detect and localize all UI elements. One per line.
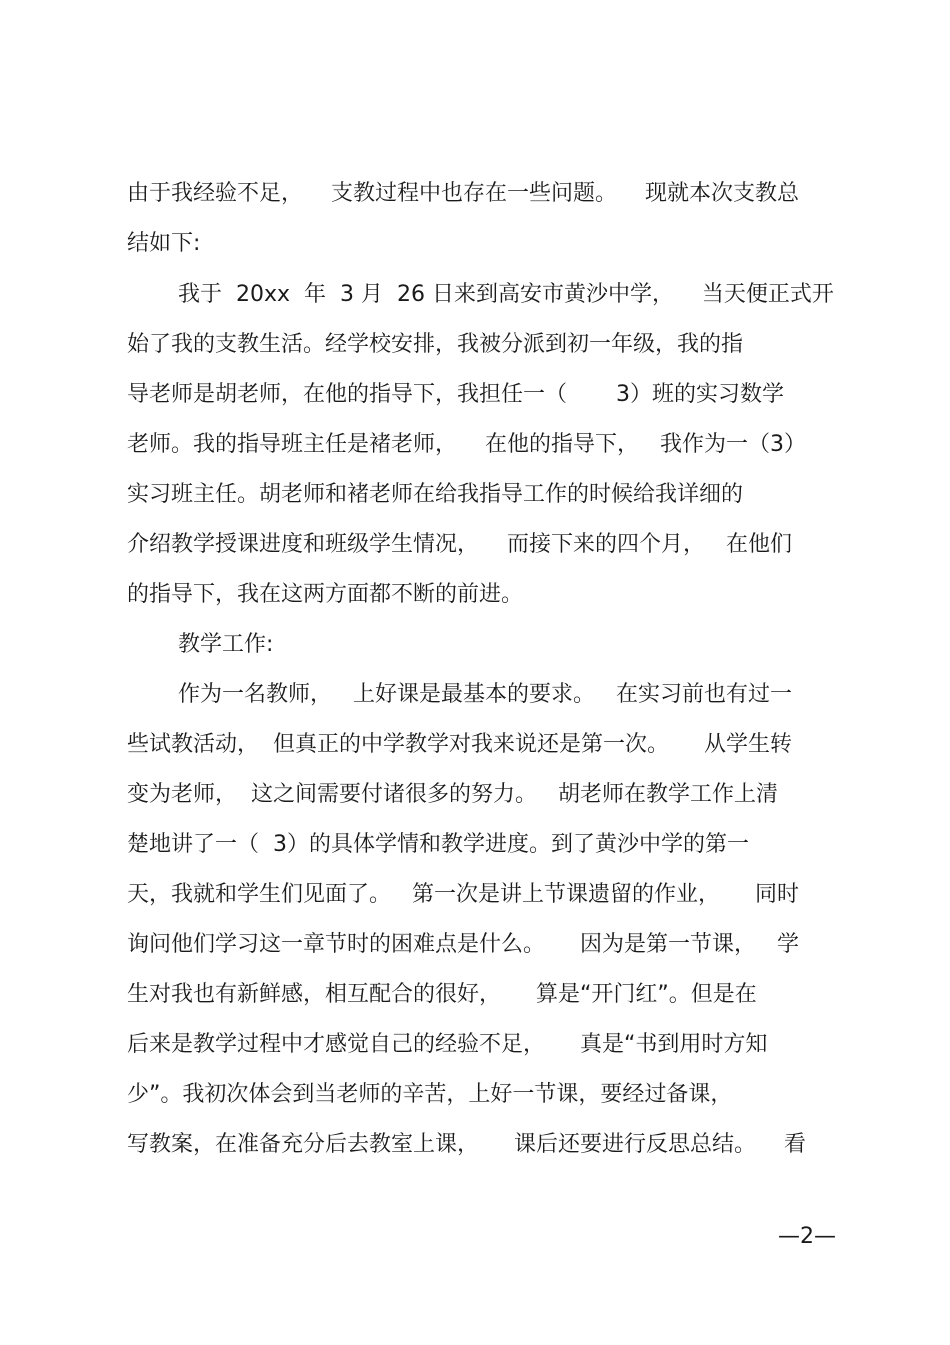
text-line: 由于我经验不足， 支教过程中也存在一些问题。 现就本次支教总 [127,181,799,206]
text-line: 楚地讲了一（ 3）的具体学情和教学进度。到了黄沙中学的第一 [127,832,749,857]
text-line: 少”。我初次体会到当老师的辛苦，上好一节课，要经过备课， [127,1082,733,1107]
text-line: 写教案，在准备充分后去教室上课， 课后还要进行反思总结。 看 [127,1132,806,1157]
page-number: —2— [778,1224,836,1249]
text-line: 介绍教学授课进度和班级学生情况， 而接下来的四个月， 在他们 [127,532,792,557]
text-line: 的指导下，我在这两方面都不断的前进。 [127,582,524,607]
paragraph-start-line: 我于 20xx 年 3 月 26 日来到高安市黄沙中学， 当天便正式开 [178,282,834,307]
text-line: 些试教活动， 但真正的中学教学对我来说还是第一次。 从学生转 [127,732,792,757]
text-line: 导老师是胡老师，在他的指导下，我担任一（ 3）班的实习数学 [127,382,784,407]
paragraph-start-line: 作为一名教师， 上好课是最基本的要求。 在实习前也有过一 [178,682,792,707]
text-line: 天，我就和学生们见面了。 第一次是讲上节课遗留的作业， 同时 [127,882,799,907]
text-line: 变为老师， 这之间需要付诸很多的努力。 胡老师在教学工作上清 [127,782,778,807]
text-line: 询问他们学习这一章节时的困难点是什么。 因为是第一节课， 学 [127,932,799,957]
text-line: 始了我的支教生活。经学校安排，我被分派到初一年级，我的指 [127,332,744,357]
section-heading: 教学工作: [178,632,274,657]
text-line: 老师。我的指导班主任是褚老师， 在他的指导下， 我作为一（3） [127,432,806,457]
text-line: 结如下: [127,231,201,256]
text-line: 生对我也有新鲜感，相互配合的很好， 算是“开门红”。但是在 [127,982,757,1007]
text-line: 后来是教学过程中才感觉自己的经验不足， 真是“书到用时方知 [127,1032,768,1057]
text-line: 实习班主任。胡老师和褚老师在给我指导工作的时候给我详细的 [127,482,744,507]
